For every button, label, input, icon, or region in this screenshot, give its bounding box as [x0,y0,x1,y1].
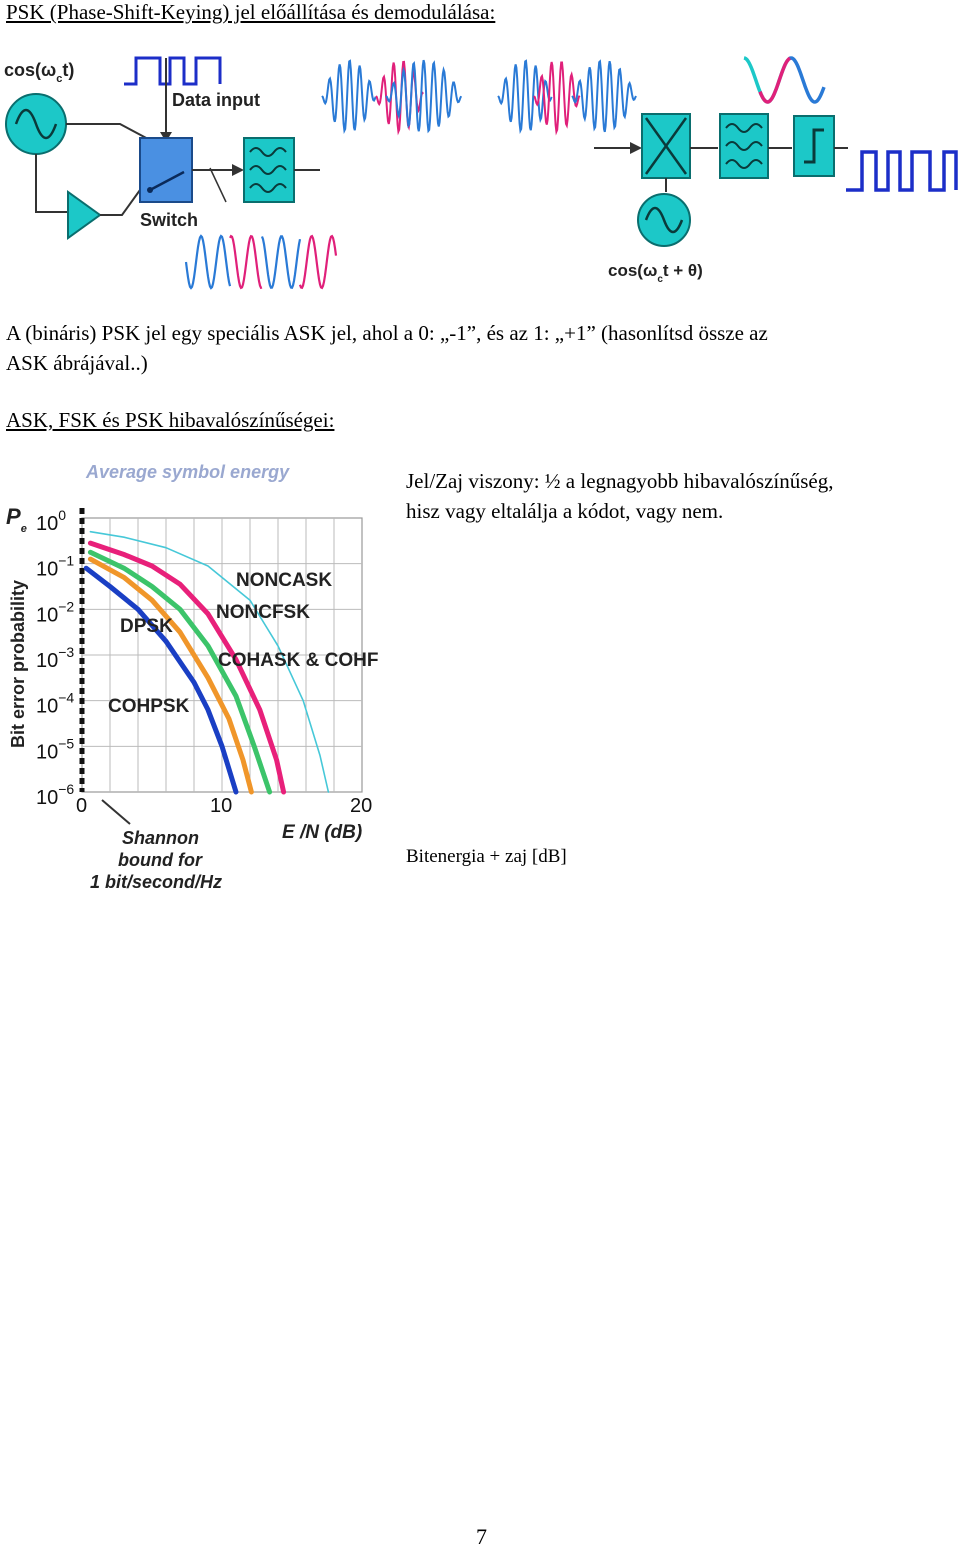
psk-wave-segment [262,236,300,287]
y-tick-label: $10^{-1}$ [36,552,75,581]
curve-label: NONCFSK [216,602,310,623]
shannon-annotation: Shannon bound for 1 bit/second/Hz [90,828,223,892]
carrier-wave-segment [760,58,790,102]
y-axis-symbol: $P_e$ [6,504,27,535]
oscillator-icon [6,94,66,154]
curve-label: COHASK & COHF [218,650,379,671]
y-tick-label: $10^{-6}$ [36,781,75,809]
svg-text:cos(ωct): $\cos(\omega_ct)$ [4,60,75,85]
chart-title: Average symbol energy [86,462,290,482]
demodulator [594,58,956,285]
y-tick-label: $10^{-4}$ [36,689,75,718]
side-note [406,466,956,526]
side-note-line-1: Jel/Zaj viszony: ½ a legnagyobb hibavalószínűség, [406,469,834,493]
lowpass-filter-icon [720,114,768,178]
y-tick-label: $10^{-3}$ [36,644,75,672]
psk-wave-segment [186,236,230,288]
chart-y-ticks [36,507,74,809]
inverter-icon [68,192,100,238]
output-data-wave-icon [846,152,956,190]
intro-paragraph [6,318,956,378]
x-axis-label: E /N (dB) [282,822,363,843]
curve-cohpsk [86,568,236,792]
psk-wave-segment [230,236,262,288]
psk-burst-waves [322,60,636,132]
curve-label: DPSK [120,616,173,637]
burst-wave [572,61,636,132]
y-tick-label: $10^{-2}$ [36,598,75,627]
curve-label: COHPSK [108,696,190,717]
switch-label: Switch [140,210,199,230]
axis-note: Bitenergia + zaj [dB] [406,846,567,867]
curve-label: NONCASK [236,570,333,591]
carrier-wave-segment [789,58,824,102]
psk-output-wave [186,236,336,288]
y-tick-label: $10^0$ [36,507,67,535]
x-tick-label: 0 [76,795,88,817]
recovered-carrier-wave [744,58,788,102]
intro-line-2: ASK ábrájával..) [6,351,148,375]
comparator-icon [794,116,834,176]
page-title: PSK (Phase-Shift-Keying) jel előállítása és demodulálása: [6,0,496,24]
x-tick-label: 10 [210,795,233,817]
y-tick-label: $10^{-5}$ [36,735,75,764]
mixer-icon [642,114,690,178]
psk-diagram [0,40,960,300]
psk-wave-segment [300,236,336,288]
y-axis-title: Bit error probability [8,579,28,748]
x-tick-label: 20 [350,795,373,817]
bandpass-filter-icon [244,138,294,202]
data-input-label: Data input [172,90,260,110]
local-oscillator-icon [638,194,690,246]
ber-chart [0,452,400,897]
section-subtitle: ASK, FSK és PSK hibavalószínűségei: [6,408,335,432]
side-note-line-2: hisz vagy eltalálja a kódot, vagy nem. [406,499,724,523]
modulator [4,58,336,288]
data-input-wave-icon [124,58,220,84]
switch-block [140,138,192,202]
carrier-label: cos(ω [4,60,57,80]
svg-text:cos(ωct + θ): $\cos(\omega_ct + \theta)$ [608,261,703,285]
intro-line-1: A (bináris) PSK jel egy speciális ASK jel, ahol a 0: „-1”, és az 1: „+1” (hasonlítsd össze az [6,321,768,345]
chart-x-ticks [76,795,372,817]
burst-wave [322,61,376,131]
curve-labels [108,570,378,717]
page-number: 7 [476,1524,487,1549]
